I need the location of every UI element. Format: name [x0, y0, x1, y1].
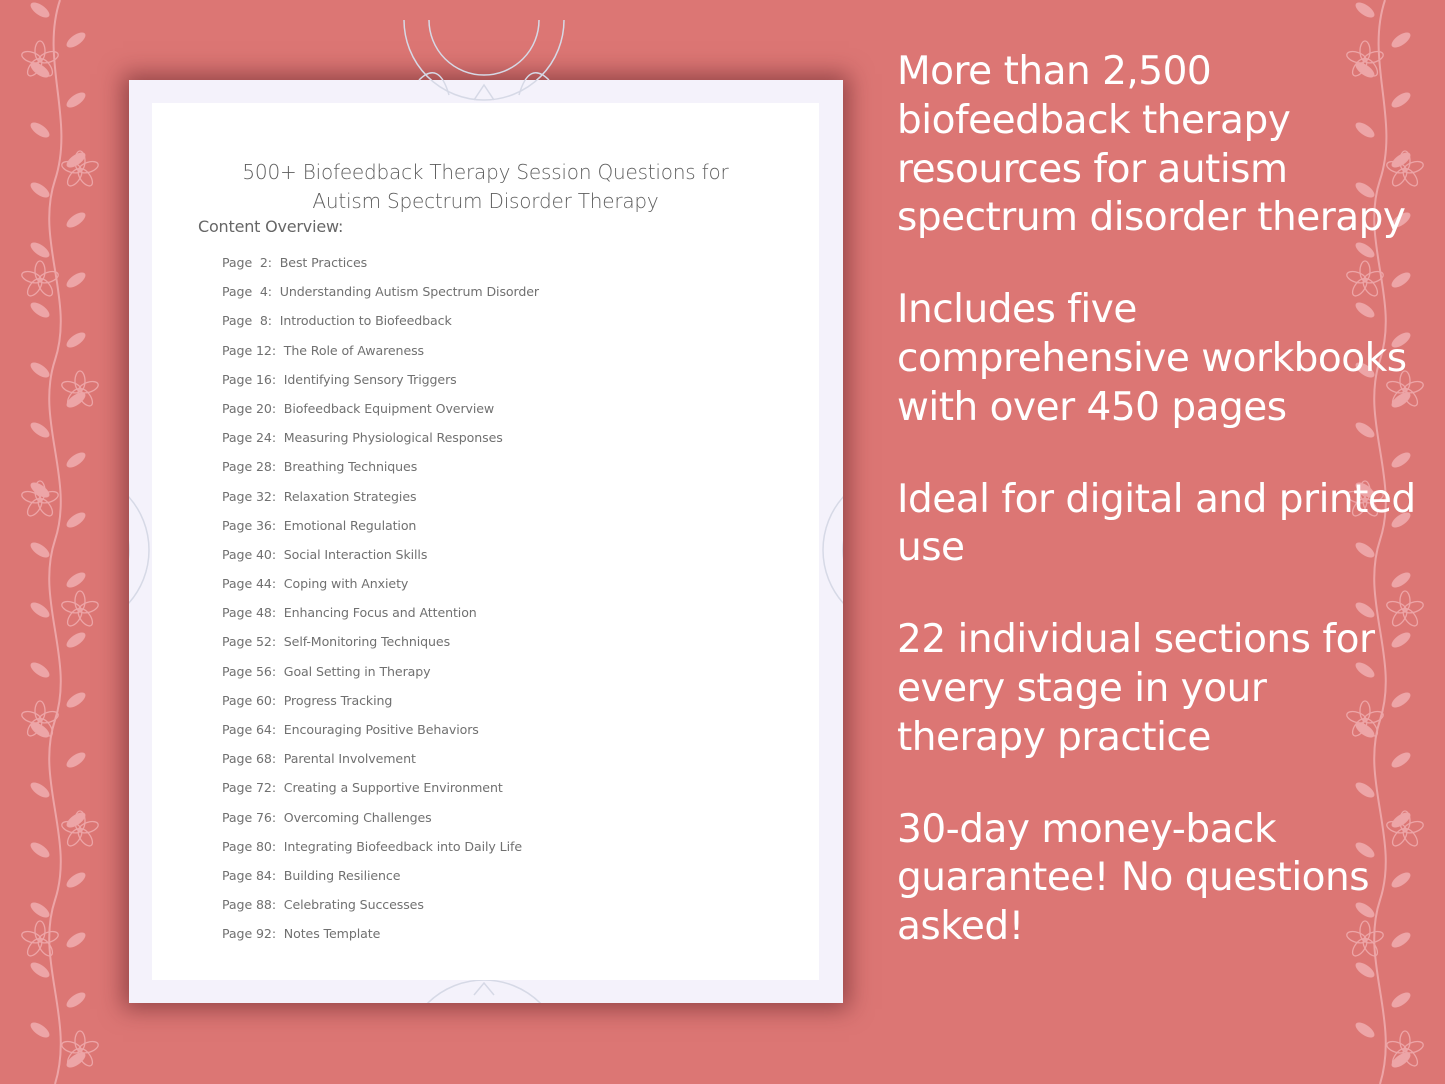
toc-page-number: Page 52:	[222, 634, 276, 650]
toc-item	[222, 343, 539, 372]
toc-page-number: Page 2:	[222, 255, 272, 270]
toc-section-title: Measuring Physiological Responses	[283, 430, 503, 446]
toc-page-number: Page 80:	[222, 838, 276, 854]
toc-section-title: Social Interaction Skills	[283, 546, 428, 562]
toc-item	[222, 868, 539, 897]
toc-page-number: Page 48:	[222, 605, 276, 621]
mandala-top-icon	[379, 20, 589, 105]
mandala-right-icon	[820, 450, 843, 650]
document-preview	[129, 80, 843, 1003]
toc-section-title: Emotional Regulation	[283, 517, 417, 533]
toc-section-title: The Role of Awareness	[283, 342, 425, 358]
document-title	[152, 158, 819, 216]
toc-section-title: Progress Tracking	[283, 692, 393, 708]
toc-item	[222, 926, 539, 955]
toc-item	[222, 722, 539, 751]
toc-page-number: Page 40:	[222, 546, 276, 562]
toc-section-title: Encouraging Positive Behaviors	[283, 722, 479, 737]
promo-resources-count: More than 2,500 biofeedback therapy resources for autism spectrum disorder therapy	[897, 49, 1406, 241]
document-title-line-1: 500+ Biofeedback Therapy Session Questions for	[242, 160, 729, 184]
toc-page-number: Page 24:	[222, 430, 276, 446]
toc-page-number: Page 4:	[222, 284, 272, 300]
toc-item	[222, 839, 539, 868]
toc-item	[222, 518, 539, 547]
toc-section-title: Introduction to Biofeedback	[279, 313, 452, 329]
toc-item	[222, 693, 539, 722]
toc-page-number: Page 60:	[222, 692, 276, 708]
toc-page-number: Page 28:	[222, 459, 276, 475]
toc-section-title: Identifying Sensory Triggers	[283, 371, 457, 387]
toc-section-title: Building Resilience	[283, 867, 401, 883]
toc-page-number: Page 32:	[222, 488, 276, 504]
toc-page-number: Page 88:	[222, 897, 276, 913]
toc-section-title: Coping with Anxiety	[283, 576, 409, 592]
promo-usage: Ideal for digital and printed use	[897, 476, 1416, 571]
toc-page-number: Page 92:	[222, 926, 276, 942]
toc-page-number: Page 56:	[222, 663, 276, 679]
toc-item	[222, 313, 539, 342]
content-overview-heading: Content Overview:	[198, 217, 344, 236]
toc-item	[222, 255, 539, 284]
toc-item	[222, 897, 539, 926]
toc-item	[222, 547, 539, 576]
toc-page-number: Page 20:	[222, 400, 276, 416]
toc-item	[222, 605, 539, 634]
toc-section-title: Breathing Techniques	[283, 459, 418, 475]
promo-guarantee: 30-day money-back guarantee! No questions asked!	[897, 806, 1370, 950]
toc-page-number: Page 72:	[222, 780, 276, 796]
floral-vine-left-icon	[0, 0, 120, 1084]
toc-section-title: Creating a Supportive Environment	[283, 780, 503, 796]
document-page	[152, 103, 819, 980]
toc-page-number: Page 84:	[222, 867, 276, 883]
mandala-left-icon	[129, 450, 152, 650]
toc-page-number: Page 44:	[222, 576, 276, 592]
table-of-contents	[222, 255, 539, 956]
promo-sections: 22 individual sections for every stage in your therapy practice	[897, 617, 1375, 760]
toc-page-number: Page 36:	[222, 517, 276, 533]
toc-page-number: Page 76:	[222, 809, 276, 825]
toc-page-number: Page 12:	[222, 342, 276, 358]
toc-section-title: Enhancing Focus and Attention	[283, 605, 477, 621]
toc-item	[222, 751, 539, 780]
toc-item	[222, 489, 539, 518]
toc-item	[222, 576, 539, 605]
document-title-line-2: Autism Spectrum Disorder Therapy	[312, 189, 659, 213]
toc-item	[222, 401, 539, 430]
toc-item	[222, 810, 539, 839]
toc-section-title: Understanding Autism Spectrum Disorder	[279, 284, 539, 300]
toc-item	[222, 372, 539, 401]
toc-item	[222, 430, 539, 459]
toc-page-number: Page 68:	[222, 751, 276, 767]
toc-section-title: Biofeedback Equipment Overview	[283, 400, 495, 416]
promo-workbooks: Includes five comprehensive workbooks with over 450 pages	[897, 287, 1407, 430]
toc-section-title: Relaxation Strategies	[283, 488, 417, 504]
toc-item	[222, 780, 539, 809]
toc-page-number: Page 16:	[222, 371, 276, 387]
toc-section-title: Overcoming Challenges	[283, 809, 432, 825]
toc-section-title: Celebrating Successes	[283, 897, 424, 913]
toc-section-title: Integrating Biofeedback into Daily Life	[283, 838, 522, 854]
toc-item	[222, 459, 539, 488]
promo-text	[897, 48, 1417, 995]
toc-item	[222, 284, 539, 313]
toc-section-title: Goal Setting in Therapy	[283, 663, 431, 679]
toc-section-title: Notes Template	[283, 926, 381, 942]
toc-page-number: Page 8:	[222, 313, 272, 329]
toc-item	[222, 634, 539, 663]
toc-section-title: Best Practices	[279, 255, 368, 270]
toc-item	[222, 664, 539, 693]
toc-section-title: Self-Monitoring Techniques	[283, 634, 451, 650]
toc-section-title: Parental Involvement	[283, 751, 416, 767]
toc-page-number: Page 64:	[222, 722, 276, 737]
